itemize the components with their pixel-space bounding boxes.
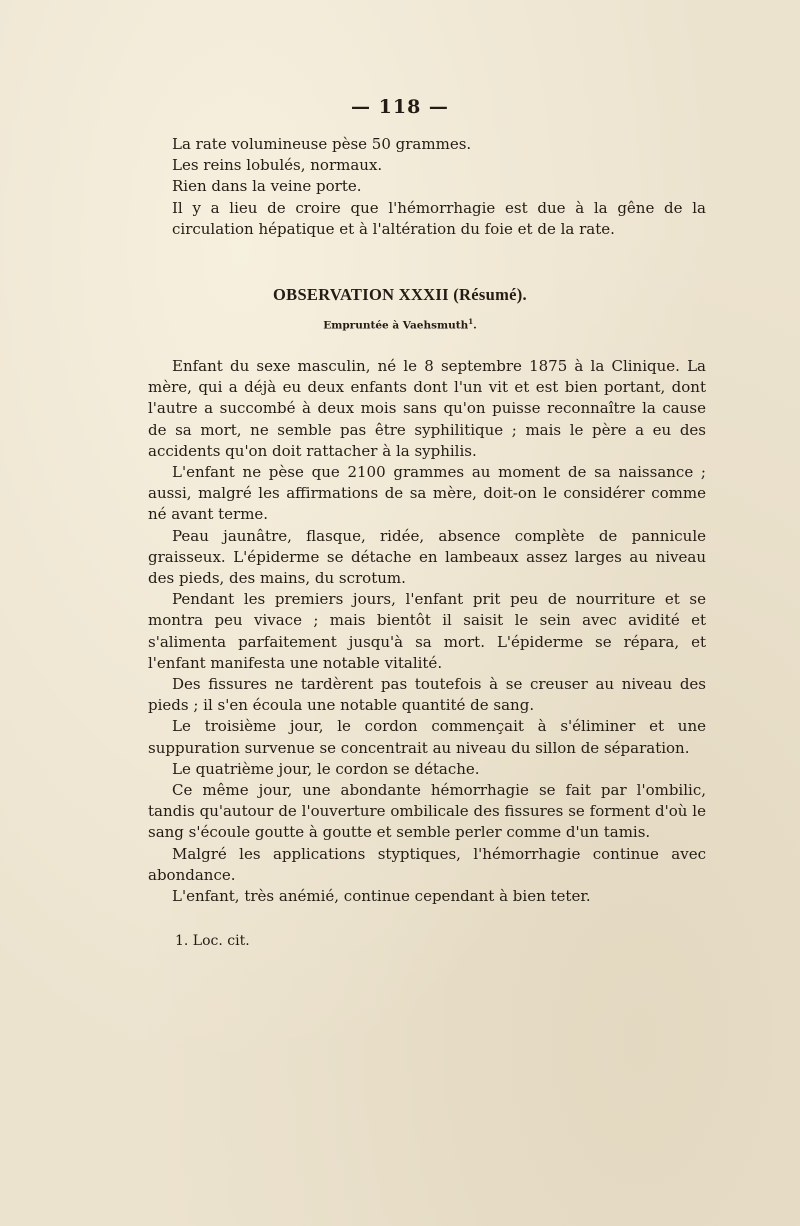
body-paragraph: Pendant les premiers jours, l'enfant prit peu de nourriture et se montra peu vivace ; mais bientôt il saisit le sein avec avidité et s'alimenta parfaitement jusqu'à sa mort. L'épiderme se répara, et l'enfant manifesta une notable vitalité. xyxy=(148,590,706,672)
observation-title: OBSERVATION XXXII (Résumé). xyxy=(273,285,527,304)
body-paragraph: Le troisième jour, le cordon commençait à s'éliminer et une suppuration survenue se concentrait au niveau du sillon de séparation. xyxy=(148,717,706,757)
body-paragraph: Malgré les applications styptiques, l'hémorrhagie continue avec abondance. xyxy=(148,844,706,884)
body-paragraph: L'enfant, très anémié, continue cependant à bien teter. xyxy=(172,887,591,906)
body-paragraph: Des fissures ne tardèrent pas toutefois à se creuser au niveau des pieds ; il s'en écoula une notable quantité de sang. xyxy=(148,675,706,715)
intro-line: La rate volumineuse pèse 50 grammes. xyxy=(172,135,472,153)
footnote: 1. Loc. cit. xyxy=(175,933,250,949)
intro-line: Rien dans la veine porte. xyxy=(172,177,362,196)
body-paragraph: Peau jaunâtre, flasque, ridée, absence complète de pannicule graisseux. L'épiderme se détache en lambeaux assez larges au niveau des pieds, des mains, du scrotum. xyxy=(148,526,706,588)
intro-line: Les reins lobulés, normaux. xyxy=(172,156,383,175)
footnote-marker: 1 xyxy=(468,317,474,326)
page-number: — 118 — xyxy=(351,96,449,118)
body-paragraph: Enfant du sexe masculin, né le 8 septembre 1875 à la Clinique. La mère, qui a déjà eu deux enfants dont l'un vit et est bien portant, dont l'autre a succombé à deux mois sans qu'on puisse reconnaître la cause de sa mort, ne semble pas être syphilitique ; mais le père a eu des accidents qu'on doit rattacher à la syphilis. xyxy=(148,357,706,460)
intro-paragraph: Il y a lieu de croire que l'hémorrhagie est due à la gêne de la circulation hépatique et à l'altération du foie et de la rate. xyxy=(172,198,706,238)
body-paragraph: L'enfant ne pèse que 2100 grammes au moment de sa naissance ; aussi, malgré les affirmations de sa mère, doit-on le considérer comme né avant terme. xyxy=(148,463,706,524)
body-paragraph: Ce même jour, une abondante hémorrhagie se fait par l'ombilic, tandis qu'autour de l'ouverture ombilicale des fissures se forment d'où le sang s'écoule goutte à goutte et semble perler comme d'un tamis. xyxy=(148,781,706,842)
body-paragraph: Le quatrième jour, le cordon se détache. xyxy=(172,759,480,778)
observation-source-text: Empruntée à Vaehsmuth xyxy=(323,319,469,332)
observation-body xyxy=(148,356,706,907)
observation-source: Empruntée à Vaehsmuth$^1$. xyxy=(323,317,477,332)
intro-block xyxy=(172,134,706,240)
